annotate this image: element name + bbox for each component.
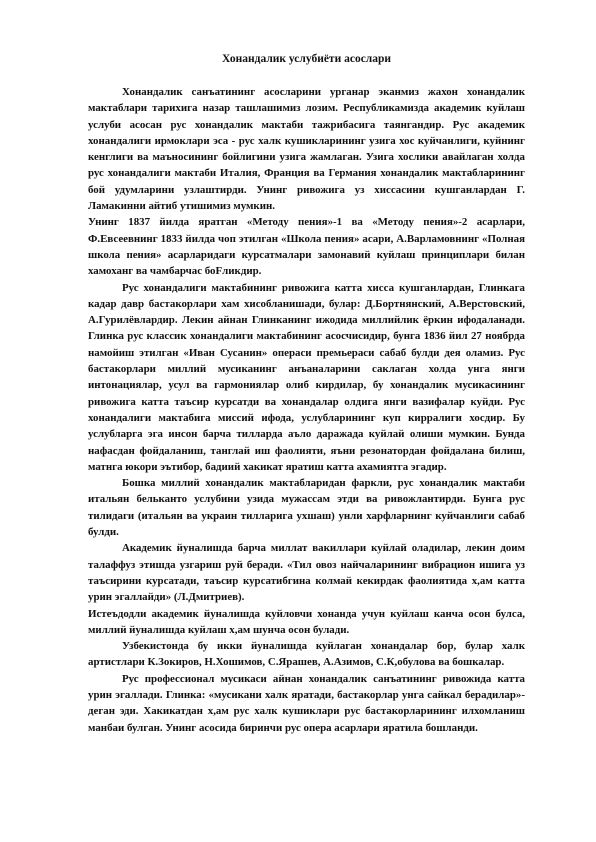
paragraph-5: Академик йуналишда барча миллат вакиллари куйлай оладилар, лекин доим талаффуз этишда узгариш руй беради. «Тил овоз найчаларининг вибрацион ишига уз таъсирини курсатади, таъсир курсатибгина колмай кекирдак фаолиятида х,ам катта урин эгаллайди» (Л.Дмитриев). (88, 542, 525, 604)
paragraph-4: Бошка миллий хонандалик мактабларидан фаркли, рус хонандалик мактаби итальян бельканто услубини узида мужассам этди ва ривожлантирди. Бунга рус тилидаги (итальян ва украин тилларига ухшаш) унли харфларнинг куйчанлиги сабаб булди. (88, 477, 525, 539)
paragraph-8: Рус профессионал мусикаси айнан хонандалик санъатининг ривожида катта урин эгаллади. Глинка: «мусикани халк яратади, бастакорлар унга сайкал берадилар»-деган эди. Хакикатдан х,ам рус халк кушиклари рус бастакорларининг илхомланиш манбаи булган. Унинг асосида биринчи рус опера асарлари яратила бошланди. (88, 672, 525, 734)
paragraph-3: Рус хонандалиги мактабининг ривожига катта хисса кушганлардан, Глинкага кадар давр бастакорлари хам хисобланишади, булар: Д.Бортнянский, А.Верстовский, А.Гурилёвлардир. Лекин айнан Глинканинг ижодида миллийлик ёркин ифодаланади. Глинка рус классик хонандалиги мактабининг асосчисидир, бунга 1836 йил 27 ноябрда намойиш этилган «Иван Сусанин» операси премьераси сабаб булди дея оламиз. Рус бастакорлари миллий мусиканинг анъаналарини саклаган холда унга янги интонациялар, усул ва гармониялар олиб кирдилар, бу хонандалик мусикасининг ривожига катта таъсир курсатди ва хонандалар олдига янги вазифалар куйди. Рус хонандалиги мактабига миссий ифода, услубларининг куп кирралиги хосдир. Бу услубларга эга инсон барча тилларда аъло даражада куйлай олиши мумкин. Бунда нафасдан фойдаланиш, танглай иш фаолияти, яъни резонатордан фойдалана билиш, матнга юкори эътибор, бадиий хакикат яратиш катта ахамиятга эгадир. (88, 281, 525, 473)
paragraph-1: Хонандалик санъатининг асосларини урганар эканмиз жахон хонандалик мактаблари тарихига назар ташлашимиз лозим. Республикамизда академик куйлаш услуби асосан рус хонандалик мактаби тажрибасига таянгандир. Рус академик хонандалиги ирмоклари эса - рус халк кушикларининг узига хос куйчанлиги, куйнинг кенглиги ва маъносининг бойлигини узига жамлаган. Узига хослики авайлаган холда рус хонандалиги мактаби Италия, Франция ва Германия хонандалик мактабларининг бой удумларини узлаштирди. Унинг ривожига уз хиссасини кушганлардан Г. Ламакинни айтиб утишимиз мумкин. (88, 86, 525, 213)
paragraph-2: Унинг 1837 йилда яратган «Методу пения»-1 ва «Методу пения»-2 асарлари, Ф.Евсеевнинг 1833 йилда чоп этилган «Школа пения» асари, А.Варламовнинг «Полная школа пения» асарларидаги курсатмалари замонавий куйлаш принциплари билан хамоханг ва чамбарчас боFликдир. (88, 216, 525, 278)
paragraph-7: Узбекистонда бу икки йуналишда куйлаган хонандалар бор, булар халк артистлари К.Зокиров, Н.Хошимов, С.Ярашев, А.Азимов, С.К,обулова ва бошкалар. (88, 640, 525, 669)
document-title: Хонандалик услубиёти асослари (221, 53, 392, 65)
document-page (88, 52, 525, 736)
paragraph-6: Истеъдодли академик йуналишда куйловчи хонанда учун куйлаш канча осон булса, миллий йуналишда куйлаш х,ам шунча осон булади. (88, 607, 525, 636)
